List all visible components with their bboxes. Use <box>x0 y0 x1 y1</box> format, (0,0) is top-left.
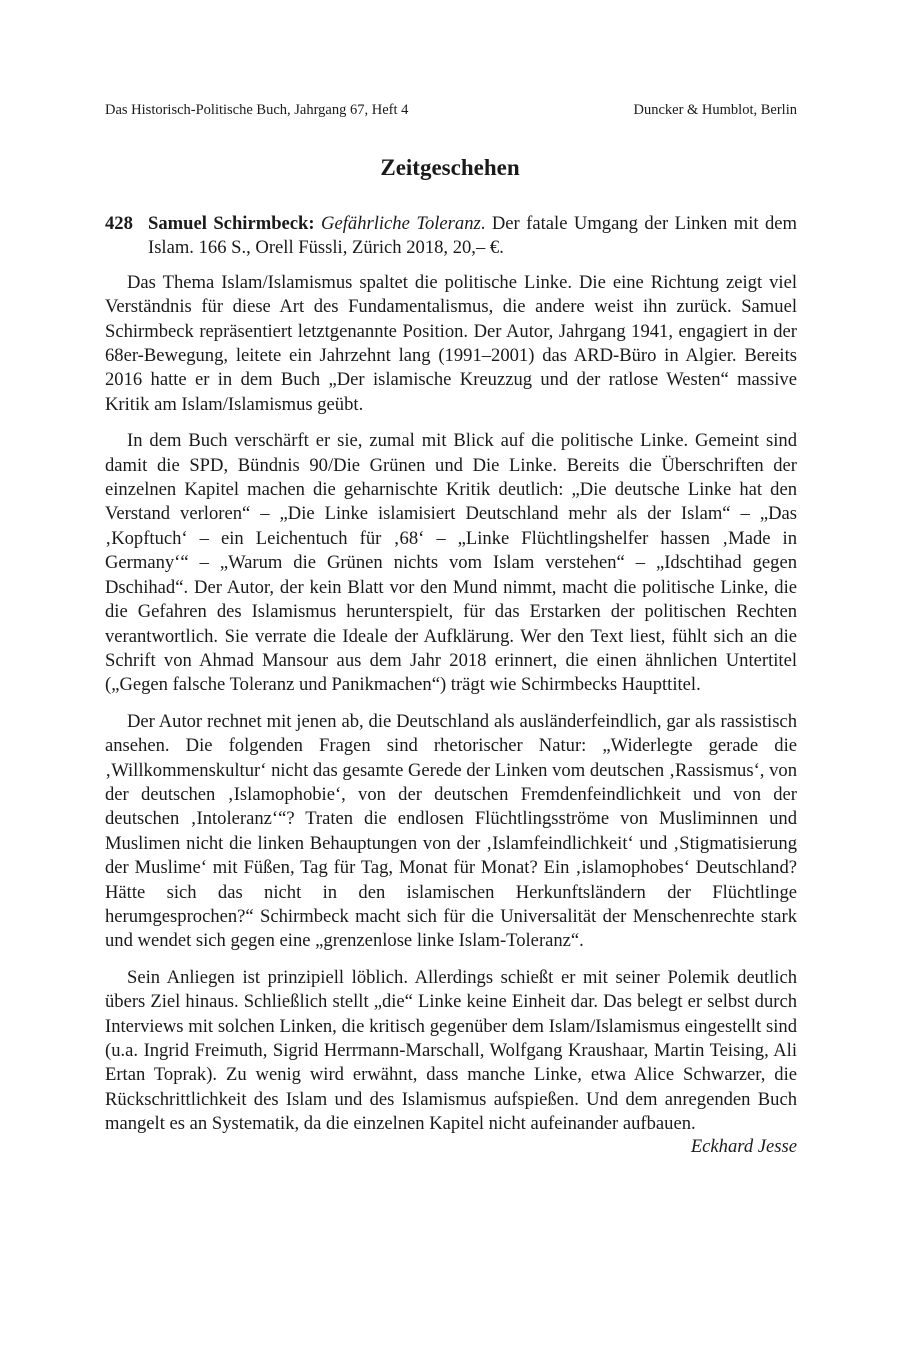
book-details: . Der fatale Umgang der Linken mit dem Islam. 166 S., Orell Füssli, Zürich 2018, 20,– €. <box>148 213 798 259</box>
section-title: Zeitgeschehen <box>380 155 520 180</box>
review-paragraph-4: Sein Anliegen ist prinzipiell löblich. Allerdings schießt er mit seiner Polemik deutlich übers Ziel hinaus. Schließlich stellt „die“ Linke keine Einheit dar. Das belegt er selbst durch Interviews mit solchen Linken, die kritisch gegenüber dem Islam/Islamismus eingestellt sind (u.a. Ingrid Freimuth, Sigrid Herrmann-Marschall, Wolfgang Kraushaar, Martin Teising, Ali Ertan Toprak). Zu wenig wird erwähnt, dass manche Linke, etwa Alice Schwarzer, die Rückschrittlichkeit des Islam und des Islamismus aufspießen. Und dem anregenden Buch mangelt es an Systematik, da die einzelnen Kapitel nicht aufeinander aufbauen. <box>105 966 797 1135</box>
review-paragraph-3: Der Autor rechnet mit jenen ab, die Deutschland als ausländerfeindlich, gar als rassistisch ansehen. Die folgenden Fragen sind rhetorischer Natur: „Widerlegte gerade die ‚Willkommenskultur‘ nicht das gesamte Gerede der Linken vom deutschen ‚Rassismus‘, von der deutschen ‚Islamophobie‘, von der deutschen Fremdenfeindlichkeit und von der deutschen ‚Intoleranz‘“? Traten die endlosen Flüchtlingsströme von Musliminnen und Muslimen nicht die linken Behauptungen von der ‚Islamfeindlichkeit‘ und ‚Stigmatisierung der Muslime‘ mit Füßen, Tag für Tag, Monat für Monat? Ein ‚islamophobes‘ Deutschland? Hätte sich das nicht in den islamischen Herkunftsländern der Flüchtlinge herumgesprochen?“ Schirmbeck macht sich für die Universalität der Menschenrechte stark und wendet sich gegen eine „grenzenlose linke Islam-Toleranz“. <box>105 710 797 952</box>
review-paragraph-1: Das Thema Islam/Islamismus spaltet die politische Linke. Die eine Richtung zeigt viel Verständnis für diese Art des Fundamentalismus, die andere weist ihn zurück. Samuel Schirmbeck repräsentiert letztgenannte Position. Der Autor, Jahrgang 1941, engagiert in der 68er-Bewegung, leitete ein Jahrzehnt lang (1991–2001) das ARD-Büro in Algier. Bereits 2016 hatte er in dem Buch „Der islamische Kreuzzug und der ratlose Westen“ massive Kritik am Islam/Islamismus geübt. <box>105 271 797 415</box>
journal-issue: Das Historisch-Politische Buch, Jahrgang 67, Heft 4 <box>105 102 409 118</box>
book-citation <box>105 212 797 261</box>
book-author: Samuel Schirmbeck: <box>148 213 315 234</box>
reviewer-signature: Eckhard Jesse <box>690 1135 797 1157</box>
review-entry <box>105 212 797 1159</box>
review-paragraph-2: In dem Buch verschärft er sie, zumal mit Blick auf die politische Linke. Gemeint sind damit die SPD, Bündnis 90/Die Grünen und Die Linke. Bereits die Überschriften der einzelnen Kapitel machen die geharnischte Kritik deutlich: „Die deutsche Linke hat den Verstand verloren“ – „Die Linke islamisiert Deutschland mehr als der Islam“ – „Das ‚Kopftuch‘ – ein Leichentuch für ‚68‘ – „Linke Flüchtlingshelfer hassen ‚Made in Germany‘“ – „Warum die Grünen nichts vom Islam verstehen“ – „Idschtihad gegen Dschihad“. Der Autor, der kein Blatt vor den Mund nimmt, macht die politische Linke, die die Gefahren des Islamismus herunterspielt, für das Erstarken der politischen Rechten verantwortlich. Sie verrate die Ideale der Aufklärung. Wer den Text liest, fühlt sich an die Schrift von Ahmad Mansour aus dem Jahr 2018 erinnert, die einen ähnlichen Untertitel („Gegen falsche Toleranz und Panikmachen“) trägt wie Schirmbecks Haupttitel. <box>105 430 797 696</box>
publisher: Duncker & Humblot, Berlin <box>633 102 797 118</box>
book-title: Gefährliche Toleranz <box>321 213 481 234</box>
entry-number: 428 <box>105 213 133 234</box>
running-head <box>105 101 797 119</box>
